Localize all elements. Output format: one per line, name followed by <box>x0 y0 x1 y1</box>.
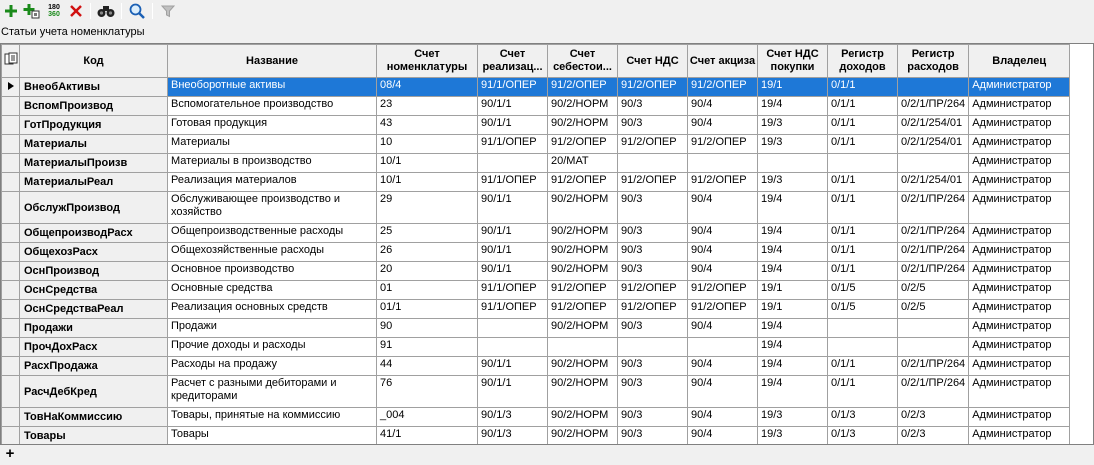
code-cell[interactable]: ОснСредства <box>20 281 168 300</box>
cost-cell[interactable] <box>548 338 618 357</box>
col-header-realization[interactable]: Счет реализац... <box>478 45 548 78</box>
realization-cell[interactable]: 91/1/ОПЕР <box>478 300 548 319</box>
expense-register-cell[interactable] <box>898 78 969 97</box>
grid-caption: Статьи учета номенклатуры <box>1 26 145 38</box>
row-indicator[interactable] <box>2 408 20 427</box>
income-register-cell[interactable] <box>828 154 898 173</box>
income-register-cell[interactable]: 0/1/5 <box>828 281 898 300</box>
renumber-text-top: 180 <box>48 4 60 11</box>
row-indicator[interactable] <box>2 262 20 281</box>
realization-cell[interactable]: 90/1/1 <box>478 357 548 376</box>
vat-purchase-cell[interactable]: 19/4 <box>758 376 828 408</box>
cost-cell[interactable]: 91/2/ОПЕР <box>548 173 618 192</box>
cost-cell[interactable]: 91/2/ОПЕР <box>548 135 618 154</box>
header-row <box>2 45 1070 78</box>
cost-cell[interactable]: 90/2/НОРМ <box>548 97 618 116</box>
vat-purchase-cell[interactable]: 19/1 <box>758 300 828 319</box>
table-row[interactable] <box>2 300 1070 319</box>
code-cell[interactable]: ОбслужПроизвод <box>20 192 168 224</box>
vat-purchase-cell[interactable]: 19/4 <box>758 262 828 281</box>
vat-cell[interactable]: 91/2/ОПЕР <box>618 281 688 300</box>
excise-cell[interactable] <box>688 154 758 173</box>
name-cell[interactable]: Расходы на продажу <box>168 357 377 376</box>
vat-cell[interactable]: 90/3 <box>618 97 688 116</box>
excise-cell[interactable]: 90/4 <box>688 97 758 116</box>
code-cell[interactable]: ПрочДохРасх <box>20 338 168 357</box>
delete-icon[interactable] <box>66 1 86 21</box>
expense-register-cell[interactable]: 0/2/1/ПР/264 <box>898 224 969 243</box>
table-row[interactable] <box>2 224 1070 243</box>
row-indicator[interactable] <box>2 427 20 446</box>
table-row[interactable] <box>2 97 1070 116</box>
owner-cell[interactable]: Администратор <box>969 319 1070 338</box>
code-cell[interactable]: Продажи <box>20 319 168 338</box>
owner-cell[interactable]: Администратор <box>969 97 1070 116</box>
column-chooser-icon[interactable] <box>2 45 20 78</box>
vat-purchase-cell[interactable]: 19/1 <box>758 281 828 300</box>
realization-cell[interactable]: 90/1/1 <box>478 224 548 243</box>
col-header-account[interactable]: Счет номенклатуры <box>377 45 478 78</box>
income-register-cell[interactable]: 0/1/3 <box>828 427 898 446</box>
toolbar-separator <box>90 3 91 19</box>
expense-register-cell[interactable]: 0/2/1/ПР/264 <box>898 97 969 116</box>
realization-cell[interactable]: 90/1/1 <box>478 262 548 281</box>
expense-register-cell[interactable]: 0/2/1/254/01 <box>898 116 969 135</box>
row-indicator[interactable] <box>2 154 20 173</box>
row-indicator[interactable] <box>2 116 20 135</box>
account-cell[interactable]: 01/1 <box>377 300 478 319</box>
realization-cell[interactable]: 90/1/1 <box>478 243 548 262</box>
code-cell[interactable]: ГотПродукция <box>20 116 168 135</box>
name-cell[interactable]: Материалы <box>168 135 377 154</box>
expense-register-cell[interactable]: 0/2/5 <box>898 281 969 300</box>
vat-purchase-cell[interactable]: 19/3 <box>758 135 828 154</box>
realization-cell[interactable] <box>478 154 548 173</box>
cost-cell[interactable]: 90/2/НОРМ <box>548 262 618 281</box>
account-cell[interactable]: 25 <box>377 224 478 243</box>
row-indicator[interactable] <box>2 300 20 319</box>
vat-purchase-cell[interactable]: 19/3 <box>758 116 828 135</box>
row-indicator[interactable] <box>2 173 20 192</box>
vat-cell[interactable]: 90/3 <box>618 427 688 446</box>
cost-cell[interactable]: 91/2/ОПЕР <box>548 300 618 319</box>
owner-cell[interactable]: Администратор <box>969 224 1070 243</box>
code-cell[interactable]: ОснПроизвод <box>20 262 168 281</box>
name-cell[interactable]: Реализация основных средств <box>168 300 377 319</box>
row-indicator[interactable] <box>2 135 20 154</box>
name-cell[interactable]: Готовая продукция <box>168 116 377 135</box>
income-register-cell[interactable]: 0/1/1 <box>828 97 898 116</box>
account-cell[interactable]: 20 <box>377 262 478 281</box>
col-header-vat[interactable]: Счет НДС <box>618 45 688 78</box>
income-register-cell[interactable]: 0/1/1 <box>828 116 898 135</box>
owner-cell[interactable]: Администратор <box>969 116 1070 135</box>
expense-register-cell[interactable]: 0/2/3 <box>898 427 969 446</box>
vat-purchase-cell[interactable]: 19/3 <box>758 173 828 192</box>
excise-cell[interactable]: 91/2/ОПЕР <box>688 281 758 300</box>
income-register-cell[interactable]: 0/1/1 <box>828 78 898 97</box>
realization-cell[interactable]: 90/1/3 <box>478 408 548 427</box>
col-header-cost[interactable]: Счет себестои... <box>548 45 618 78</box>
vat-cell[interactable]: 91/2/ОПЕР <box>618 78 688 97</box>
add-icon[interactable] <box>1 1 21 21</box>
owner-cell[interactable]: Администратор <box>969 192 1070 224</box>
data-grid[interactable] <box>0 43 1094 445</box>
owner-cell[interactable]: Администратор <box>969 135 1070 154</box>
income-register-cell[interactable]: 0/1/3 <box>828 408 898 427</box>
vat-cell[interactable] <box>618 154 688 173</box>
table-row[interactable] <box>2 135 1070 154</box>
expense-register-cell[interactable]: 0/2/1/254/01 <box>898 173 969 192</box>
vat-purchase-cell[interactable]: 19/4 <box>758 319 828 338</box>
excise-cell[interactable]: 91/2/ОПЕР <box>688 173 758 192</box>
vat-cell[interactable]: 90/3 <box>618 357 688 376</box>
row-indicator[interactable] <box>2 376 20 408</box>
add-copy-icon[interactable] <box>22 1 42 21</box>
income-register-cell[interactable] <box>828 338 898 357</box>
vat-purchase-cell[interactable]: 19/4 <box>758 243 828 262</box>
col-header-name[interactable]: Название <box>168 45 377 78</box>
vat-purchase-cell[interactable]: 19/1 <box>758 78 828 97</box>
income-register-cell[interactable]: 0/1/1 <box>828 135 898 154</box>
account-cell[interactable]: 10 <box>377 135 478 154</box>
name-cell[interactable]: Вспомогательное производство <box>168 97 377 116</box>
name-cell[interactable]: Основное производство <box>168 262 377 281</box>
realization-cell[interactable]: 90/1/1 <box>478 116 548 135</box>
table-row[interactable] <box>2 427 1070 446</box>
realization-cell[interactable] <box>478 319 548 338</box>
excise-cell[interactable]: 90/4 <box>688 357 758 376</box>
excise-cell[interactable]: 91/2/ОПЕР <box>688 135 758 154</box>
realization-cell[interactable]: 90/1/1 <box>478 97 548 116</box>
name-cell[interactable]: Общепроизводственные расходы <box>168 224 377 243</box>
owner-cell[interactable]: Администратор <box>969 78 1070 97</box>
owner-cell[interactable]: Администратор <box>969 300 1070 319</box>
expense-register-cell[interactable] <box>898 154 969 173</box>
vat-cell[interactable]: 90/3 <box>618 116 688 135</box>
vat-cell[interactable]: 91/2/ОПЕР <box>618 135 688 154</box>
table-row[interactable] <box>2 376 1070 408</box>
table-row[interactable] <box>2 408 1070 427</box>
account-cell[interactable]: 76 <box>377 376 478 408</box>
vat-purchase-cell[interactable]: 19/4 <box>758 357 828 376</box>
table-row[interactable] <box>2 154 1070 173</box>
code-cell[interactable]: ВнеобАктивы <box>20 78 168 97</box>
vat-purchase-cell[interactable]: 19/3 <box>758 408 828 427</box>
account-cell[interactable]: 23 <box>377 97 478 116</box>
excise-cell[interactable]: 91/2/ОПЕР <box>688 78 758 97</box>
income-register-cell[interactable]: 0/1/1 <box>828 224 898 243</box>
realization-cell[interactable]: 91/1/ОПЕР <box>478 173 548 192</box>
realization-cell[interactable]: 90/1/1 <box>478 376 548 408</box>
col-header-code[interactable]: Код <box>20 45 168 78</box>
owner-cell[interactable]: Администратор <box>969 173 1070 192</box>
name-cell[interactable]: Реализация материалов <box>168 173 377 192</box>
owner-cell[interactable]: Администратор <box>969 357 1070 376</box>
excise-cell[interactable]: 91/2/ОПЕР <box>688 300 758 319</box>
excise-cell[interactable]: 90/4 <box>688 224 758 243</box>
account-cell[interactable]: 29 <box>377 192 478 224</box>
excise-cell[interactable]: 90/4 <box>688 192 758 224</box>
name-cell[interactable]: Материалы в производство <box>168 154 377 173</box>
code-cell[interactable]: РасчДебКред <box>20 376 168 408</box>
table-row[interactable] <box>2 116 1070 135</box>
row-indicator[interactable] <box>2 78 20 97</box>
table-row[interactable] <box>2 243 1070 262</box>
vat-cell[interactable]: 90/3 <box>618 408 688 427</box>
items-table <box>1 44 1070 445</box>
row-indicator[interactable] <box>2 338 20 357</box>
code-cell[interactable]: ОбщехозРасх <box>20 243 168 262</box>
col-header-owner[interactable]: Владелец <box>969 45 1070 78</box>
account-cell[interactable]: 08/4 <box>377 78 478 97</box>
expense-register-cell[interactable]: 0/2/5 <box>898 300 969 319</box>
vat-purchase-cell[interactable]: 19/4 <box>758 97 828 116</box>
account-cell[interactable]: 43 <box>377 116 478 135</box>
realization-cell[interactable]: 91/1/ОПЕР <box>478 78 548 97</box>
table-row[interactable] <box>2 357 1070 376</box>
col-header-excise[interactable]: Счет акциза <box>688 45 758 78</box>
account-cell[interactable]: 41/1 <box>377 427 478 446</box>
income-register-cell[interactable]: 0/1/1 <box>828 376 898 408</box>
table-row[interactable] <box>2 338 1070 357</box>
code-cell[interactable]: МатериалыПроизв <box>20 154 168 173</box>
row-indicator[interactable] <box>2 192 20 224</box>
excise-cell[interactable]: 90/4 <box>688 408 758 427</box>
account-cell[interactable]: 26 <box>377 243 478 262</box>
name-cell[interactable]: Товары, принятые на коммиссию <box>168 408 377 427</box>
income-register-cell[interactable]: 0/1/1 <box>828 357 898 376</box>
table-row[interactable] <box>2 319 1070 338</box>
cost-cell[interactable]: 20/МАТ <box>548 154 618 173</box>
code-cell[interactable]: МатериалыРеал <box>20 173 168 192</box>
code-cell[interactable]: ВспомПроизвод <box>20 97 168 116</box>
owner-cell[interactable]: Администратор <box>969 408 1070 427</box>
expense-register-cell[interactable]: 0/2/1/ПР/264 <box>898 243 969 262</box>
excise-cell[interactable]: 90/4 <box>688 427 758 446</box>
row-indicator[interactable] <box>2 224 20 243</box>
excise-cell[interactable]: 90/4 <box>688 262 758 281</box>
owner-cell[interactable]: Администратор <box>969 262 1070 281</box>
excise-cell[interactable]: 90/4 <box>688 243 758 262</box>
income-register-cell[interactable] <box>828 319 898 338</box>
renumber-icon[interactable] <box>44 1 64 21</box>
realization-cell[interactable] <box>478 338 548 357</box>
expense-register-cell[interactable]: 0/2/1/ПР/264 <box>898 192 969 224</box>
expense-register-cell[interactable]: 0/2/1/254/01 <box>898 135 969 154</box>
cost-cell[interactable]: 90/2/НОРМ <box>548 243 618 262</box>
vat-cell[interactable]: 91/2/ОПЕР <box>618 173 688 192</box>
add-row-button[interactable]: + <box>5 445 15 462</box>
filter-icon[interactable] <box>158 1 178 21</box>
vat-cell[interactable]: 90/3 <box>618 224 688 243</box>
name-cell[interactable]: Продажи <box>168 319 377 338</box>
owner-cell[interactable]: Администратор <box>969 427 1070 446</box>
owner-cell[interactable]: Администратор <box>969 154 1070 173</box>
table-row[interactable] <box>2 262 1070 281</box>
income-register-cell[interactable]: 0/1/1 <box>828 243 898 262</box>
account-cell[interactable]: 44 <box>377 357 478 376</box>
owner-cell[interactable]: Администратор <box>969 243 1070 262</box>
expense-register-cell[interactable]: 0/2/1/ПР/264 <box>898 357 969 376</box>
vat-purchase-cell[interactable]: 19/4 <box>758 338 828 357</box>
toolbar <box>0 0 1094 22</box>
toolbar-separator <box>152 3 153 19</box>
search-icon[interactable] <box>127 1 147 21</box>
income-register-cell[interactable]: 0/1/1 <box>828 192 898 224</box>
name-cell[interactable]: Общехозяйственные расходы <box>168 243 377 262</box>
col-header-income-register[interactable]: Регистр доходов <box>828 45 898 78</box>
row-indicator[interactable] <box>2 319 20 338</box>
account-cell[interactable]: 01 <box>377 281 478 300</box>
cost-cell[interactable]: 90/2/НОРМ <box>548 376 618 408</box>
expense-register-cell[interactable] <box>898 319 969 338</box>
cost-cell[interactable]: 90/2/НОРМ <box>548 408 618 427</box>
realization-cell[interactable]: 91/1/ОПЕР <box>478 281 548 300</box>
code-cell[interactable]: ОснСредстваРеал <box>20 300 168 319</box>
name-cell[interactable]: Товары <box>168 427 377 446</box>
cost-cell[interactable]: 91/2/ОПЕР <box>548 78 618 97</box>
table-row[interactable] <box>2 192 1070 224</box>
excise-cell[interactable]: 90/4 <box>688 319 758 338</box>
expense-register-cell[interactable]: 0/2/1/ПР/264 <box>898 262 969 281</box>
name-cell[interactable]: Обслуживающее производство и хозяйство <box>168 192 377 224</box>
realization-cell[interactable]: 91/1/ОПЕР <box>478 135 548 154</box>
account-cell[interactable]: _004 <box>377 408 478 427</box>
excise-cell[interactable]: 90/4 <box>688 376 758 408</box>
code-cell[interactable]: ОбщепроизводРасх <box>20 224 168 243</box>
row-indicator[interactable] <box>2 97 20 116</box>
owner-cell[interactable]: Администратор <box>969 376 1070 408</box>
row-indicator[interactable] <box>2 243 20 262</box>
col-header-vat-purchase[interactable]: Счет НДС покупки <box>758 45 828 78</box>
vat-cell[interactable] <box>618 338 688 357</box>
toolbar-separator <box>121 3 122 19</box>
row-indicator[interactable] <box>2 281 20 300</box>
vat-cell[interactable]: 90/3 <box>618 262 688 281</box>
name-cell[interactable]: Внеоборотные активы <box>168 78 377 97</box>
code-cell[interactable]: Материалы <box>20 135 168 154</box>
account-cell[interactable]: 10/1 <box>377 173 478 192</box>
realization-cell[interactable]: 90/1/3 <box>478 427 548 446</box>
current-row-arrow-icon <box>8 82 14 90</box>
vat-cell[interactable]: 91/2/ОПЕР <box>618 300 688 319</box>
col-header-expense-register[interactable]: Регистр расходов <box>898 45 969 78</box>
excise-cell[interactable]: 90/4 <box>688 116 758 135</box>
vat-purchase-cell[interactable] <box>758 154 828 173</box>
cost-cell[interactable]: 90/2/НОРМ <box>548 357 618 376</box>
vat-cell[interactable]: 90/3 <box>618 192 688 224</box>
name-cell[interactable]: Прочие доходы и расходы <box>168 338 377 357</box>
vat-cell[interactable]: 90/3 <box>618 376 688 408</box>
vat-cell[interactable]: 90/3 <box>618 319 688 338</box>
realization-cell[interactable]: 90/1/1 <box>478 192 548 224</box>
find-icon[interactable] <box>96 1 116 21</box>
name-cell[interactable]: Расчет с разными дебиторами и кредиторами <box>168 376 377 408</box>
excise-cell[interactable] <box>688 338 758 357</box>
table-row[interactable] <box>2 78 1070 97</box>
cost-cell[interactable]: 90/2/НОРМ <box>548 192 618 224</box>
expense-register-cell[interactable]: 0/2/3 <box>898 408 969 427</box>
account-cell[interactable]: 91 <box>377 338 478 357</box>
vat-cell[interactable]: 90/3 <box>618 243 688 262</box>
code-cell[interactable]: ТовНаКоммиссию <box>20 408 168 427</box>
renumber-text-bottom: 360 <box>48 11 60 18</box>
expense-register-cell[interactable]: 0/2/1/ПР/264 <box>898 376 969 408</box>
vat-purchase-cell[interactable]: 19/4 <box>758 192 828 224</box>
income-register-cell[interactable]: 0/1/1 <box>828 262 898 281</box>
income-register-cell[interactable]: 0/1/5 <box>828 300 898 319</box>
code-cell[interactable]: РасхПродажа <box>20 357 168 376</box>
account-cell[interactable]: 10/1 <box>377 154 478 173</box>
table-row[interactable] <box>2 173 1070 192</box>
cost-cell[interactable]: 90/2/НОРМ <box>548 319 618 338</box>
owner-cell[interactable]: Администратор <box>969 338 1070 357</box>
cost-cell[interactable]: 90/2/НОРМ <box>548 427 618 446</box>
vat-purchase-cell[interactable]: 19/3 <box>758 427 828 446</box>
vat-purchase-cell[interactable]: 19/4 <box>758 224 828 243</box>
cost-cell[interactable]: 90/2/НОРМ <box>548 116 618 135</box>
row-indicator[interactable] <box>2 357 20 376</box>
code-cell[interactable]: Товары <box>20 427 168 446</box>
account-cell[interactable]: 90 <box>377 319 478 338</box>
bottom-bar <box>0 445 1094 465</box>
expense-register-cell[interactable] <box>898 338 969 357</box>
table-row[interactable] <box>2 281 1070 300</box>
income-register-cell[interactable]: 0/1/1 <box>828 173 898 192</box>
name-cell[interactable]: Основные средства <box>168 281 377 300</box>
cost-cell[interactable]: 91/2/ОПЕР <box>548 281 618 300</box>
cost-cell[interactable]: 90/2/НОРМ <box>548 224 618 243</box>
owner-cell[interactable]: Администратор <box>969 281 1070 300</box>
